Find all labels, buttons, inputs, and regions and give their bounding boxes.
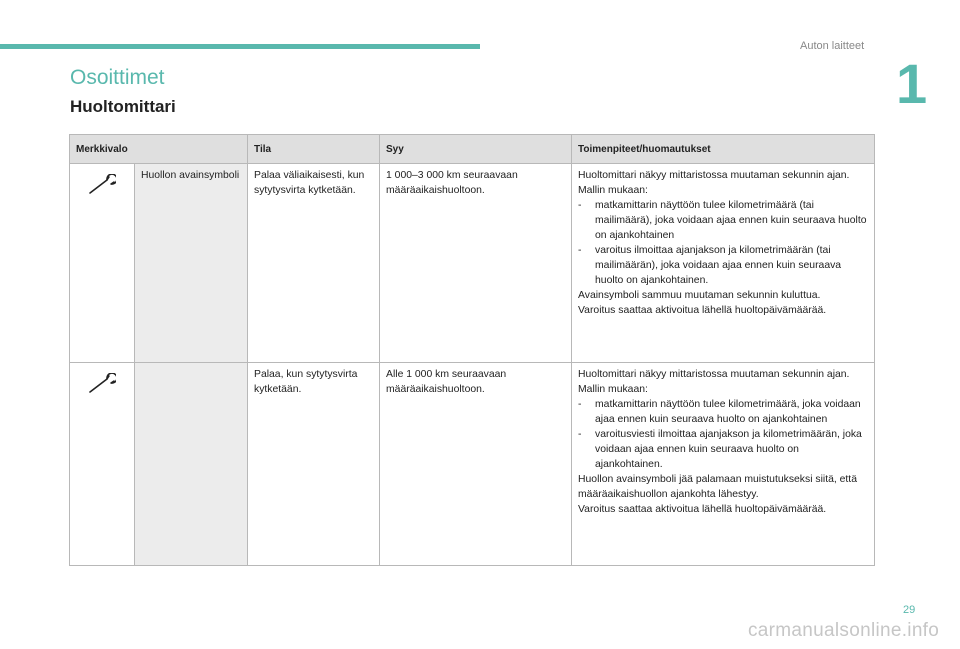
notes-item: - matkamittarin näyttöön tulee kilometrimäärä, joka voidaan ajaa ennen kuin seuraava huolto on ajankohtainen [578,399,861,425]
notes-after: Varoitus saattaa aktivoitua lähellä huoltopäivämäärää. [578,504,827,515]
notes-cell [572,363,875,566]
wrench-icon [88,188,116,199]
subsection-title: Huoltomittari [70,97,176,116]
notes-after: Huollon avainsymboli jää palamaan muistutukseksi siitä, että määräaikaishuollon ajankohta lähestyy. [578,474,857,500]
notes-after: Varoitus saattaa aktivoitua lähellä huoltopäivämäärää. [578,305,827,316]
cause-cell: Alle 1 000 km seuraavaan määräaikaishuoltoon. [380,363,572,566]
header-cause: Syy [380,135,572,164]
notes-intro: Huoltomittari näkyy mittaristossa muutaman sekunnin ajan. Mallin mukaan: [578,170,850,196]
notes-item: - matkamittarin näyttöön tulee kilometrimäärä (tai mailimäärä), joka voidaan ajaa ennen kuin seuraava huolto on ajankohtainen [578,200,867,241]
notes-cell [572,164,875,363]
indicator-name: Huollon avainsymboli [135,164,248,363]
header-accent-bar [0,44,480,49]
chapter-number: 1 [896,52,928,115]
watermark: carmanualsonline.info [748,620,940,641]
table-header-row [70,135,875,164]
notes-intro: Huoltomittari näkyy mittaristossa muutaman sekunnin ajan. Mallin mukaan: [578,369,850,395]
table-row [70,164,875,363]
icon-cell [70,363,135,566]
indicator-table [69,134,875,566]
header-indicator: Merkkivalo [70,135,248,164]
icon-cell [70,164,135,363]
section-title: Osoittimet [70,66,165,89]
wrench-icon [88,387,116,398]
notes-item: - varoitusviesti ilmoittaa ajanjakson ja kilometrimäärän, joka voidaan ajaa ennen kuin seuraava huolto on ajankohtainen. [578,429,862,470]
cause-cell: 1 000–3 000 km seuraavaan määräaikaishuoltoon. [380,164,572,363]
header-notes: Toimenpiteet/huomautukset [572,135,875,164]
state-cell: Palaa, kun sytytysvirta kytketään. [248,363,380,566]
state-cell: Palaa väliaikaisesti, kun sytytysvirta kytketään. [248,164,380,363]
page-number: 29 [903,604,916,616]
header-state: Tila [248,135,380,164]
notes-item: - varoitus ilmoittaa ajanjakson ja kilometrimäärän (tai mailimäärän), joka voidaan ajaa ennen kuin seuraava huolto on ajankohtainen. [578,245,842,286]
table-row [70,363,875,566]
notes-after: Avainsymboli sammuu muutaman sekunnin kuluttua. [578,290,821,301]
indicator-name [135,363,248,566]
chapter-title: Auton laitteet [800,40,865,52]
